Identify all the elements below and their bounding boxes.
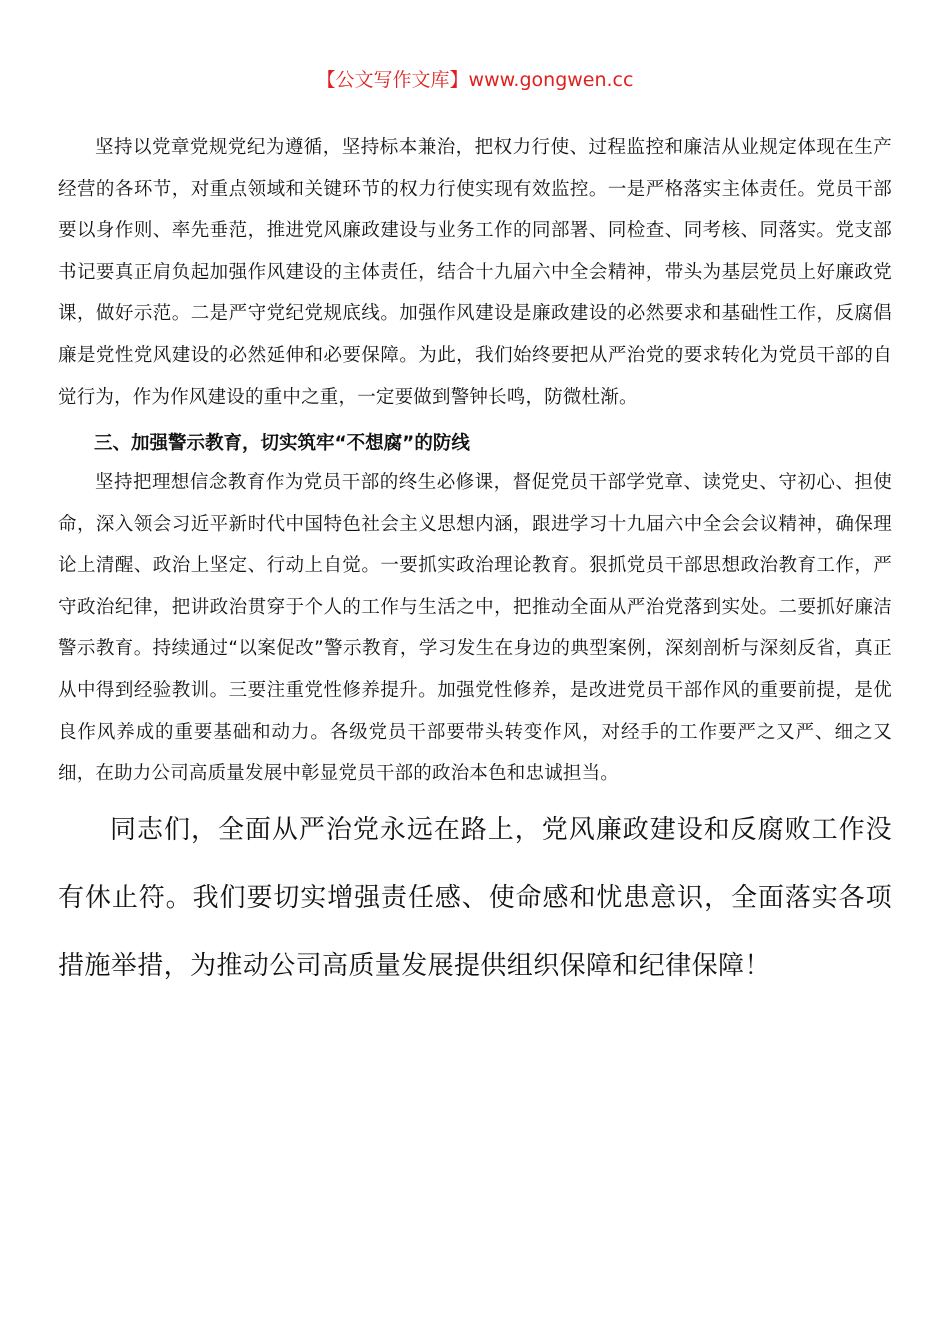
- paragraph-block-2: [58, 462, 892, 795]
- body-paragraph: 坚持把理想信念教育作为党员干部的终生必修课，督促党员干部学党章、读党史、守初心、担使命，深入领会习近平新时代中国特色社会主义思想内涵，跟进学习十九届六中全会会议精神，确保理论上清醒、政治上坚定、行动上自觉。一要抓实政治理论教育。狠抓党员干部思想政治教育工作，严守政治纪律，把讲政治贯穿于个人的工作与生活之中，把推动全面从严治党落到实处。二要抓好廉洁警示教育。持续通过“以案促改”警示教育，学习发生在身边的典型案例，深刻剖析与深刻反省，真正从中得到经验教训。三要注重党性修养提升。加强党性修养，是改进党员干部作风的重要前提，是优良作风养成的重要基础和动力。各级党员干部要带头转变作风，对经手的工作要严之又严、细之又细，在助力公司高质量发展中彰显党员干部的政治本色和忠诚担当。: [58, 472, 892, 785]
- header-title: 【公文写作文库】www.gongwen.cc: [316, 69, 634, 91]
- closing-block: [58, 796, 892, 1000]
- section-heading: 三、加强警示教育，切实筑牢“不想腐”的防线: [94, 433, 470, 454]
- paragraph-block-1: [58, 127, 892, 418]
- body-paragraph: 坚持以党章党规党纪为遵循，坚持标本兼治，把权力行使、过程监控和廉洁从业规定体现在生产经营的各环节，对重点领域和关键环节的权力行使实现有效监控。一是严格落实主体责任。党员干部要以身作则、率先垂范，推进党风廉政建设与业务工作的同部署、同检查、同考核、同落实。党支部书记要真正肩负起加强作风建设的主体责任，结合十九届六中全会精神，带头为基层党员上好廉政党课，做好示范。二是严守党纪党规底线。加强作风建设是廉政建设的必然要求和基础性工作，反腐倡廉是党性党风建设的必然延伸和必要保障。为此，我们始终要把从严治党的要求转化为党员干部的自觉行为，作为作风建设的重中之重，一定要做到警钟长鸣，防微杜渐。: [58, 137, 892, 408]
- header-banner: [0, 66, 950, 94]
- closing-paragraph: 同志们，全面从严治党永远在路上，党风廉政建设和反腐败工作没有休止符。我们要切实增强责任感、使命感和忧患意识，全面落实各项措施举措，为推动公司高质量发展提供组织保障和纪律保障！: [58, 815, 892, 981]
